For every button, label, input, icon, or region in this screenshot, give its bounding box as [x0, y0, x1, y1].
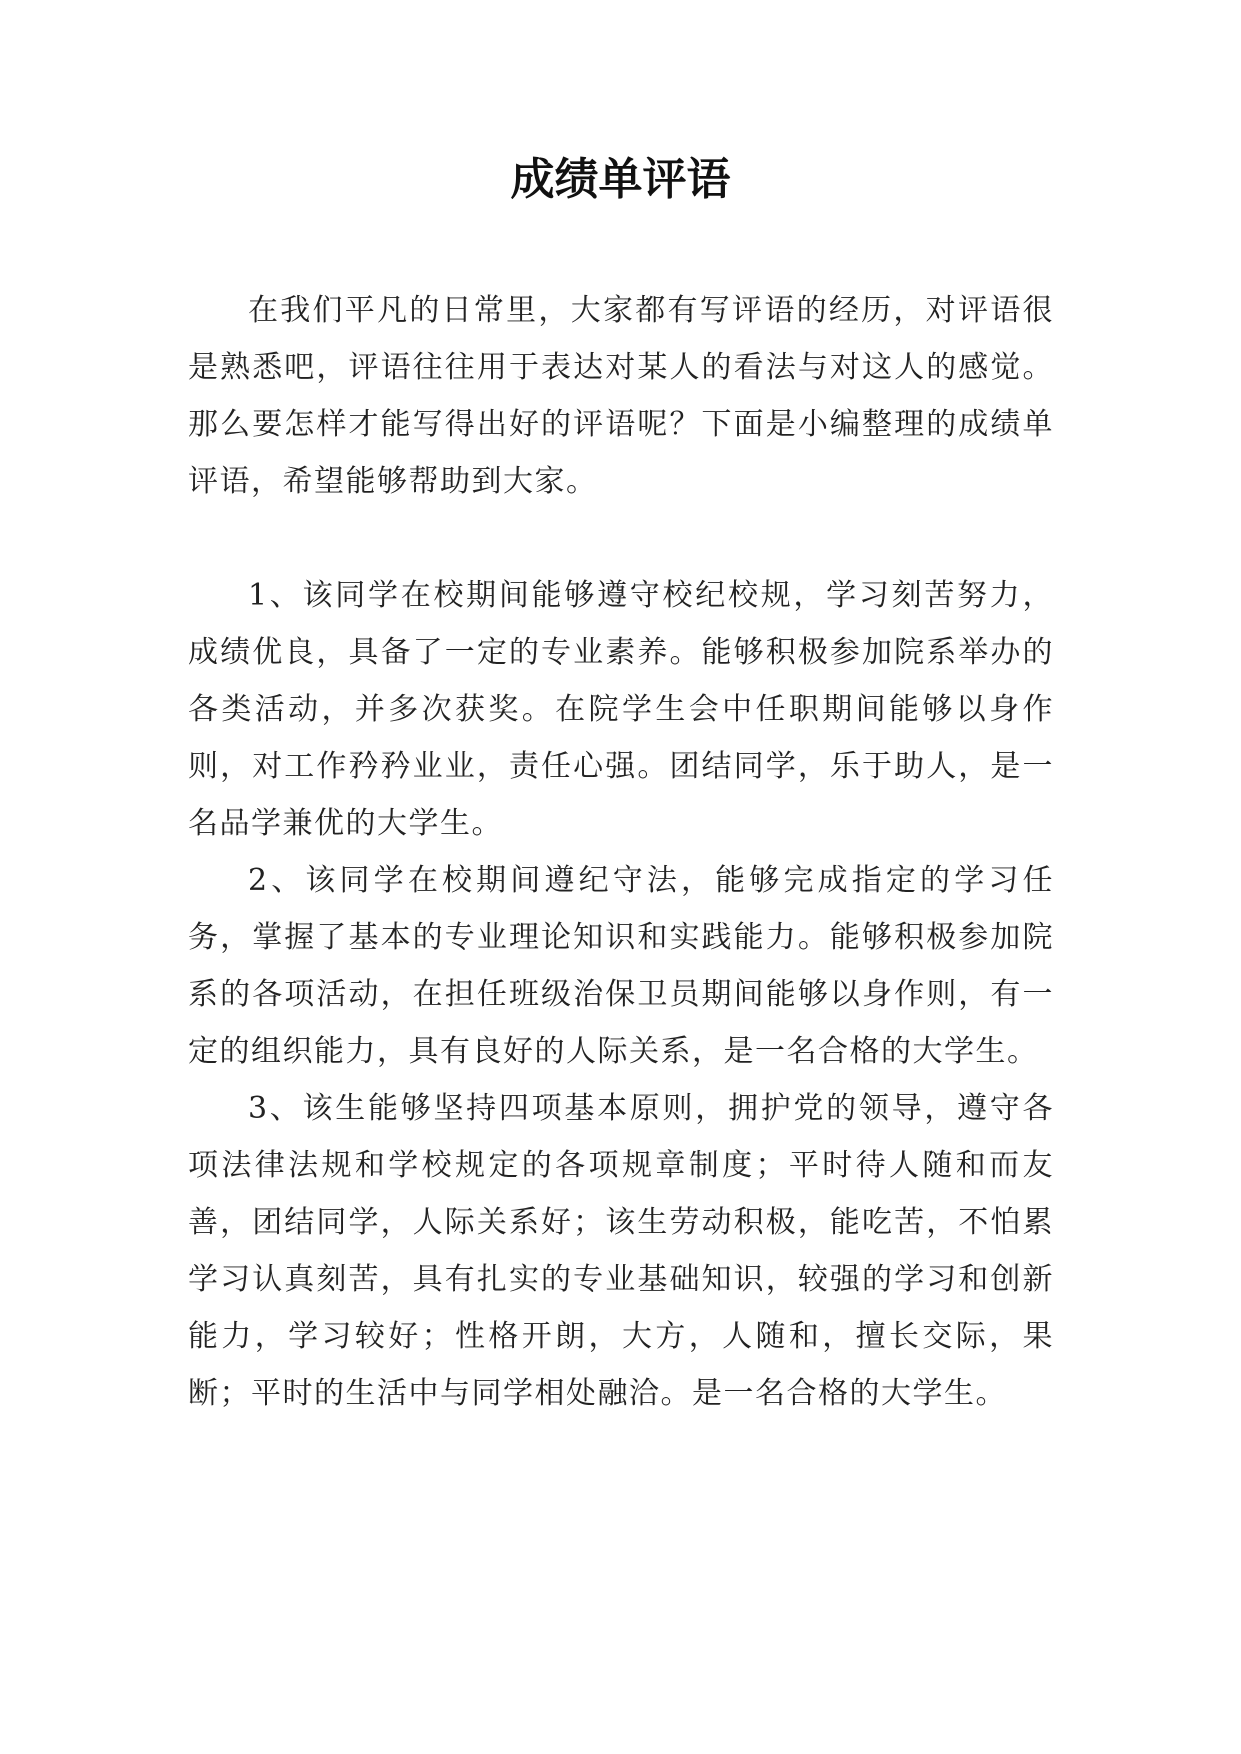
intro-paragraph: 在我们平凡的日常里，大家都有写评语的经历，对评语很是熟悉吧，评语往往用于表达对某人的看法与对这人的感觉。那么要怎样才能写得出好的评语呢？下面是小编整理的成绩单评语，希望能够帮助到大家。 [188, 293, 1054, 499]
document-body [188, 282, 1054, 1422]
document-title: 成绩单评语 [510, 154, 731, 205]
comment-paragraph-1: 1、该同学在校期间能够遵守校纪校规，学习刻苦努力，成绩优良，具备了一定的专业素养。能够积极参加院系举办的各类活动，并多次获奖。在院学生会中任职期间能够以身作则，对工作矜矜业业，责任心强。团结同学，乐于助人，是一名品学兼优的大学生。 [188, 578, 1054, 841]
comment-paragraph-2: 2、该同学在校期间遵纪守法，能够完成指定的学习任务，掌握了基本的专业理论知识和实践能力。能够积极参加院系的各项活动，在担任班级治保卫员期间能够以身作则，有一定的组织能力，具有良好的人际关系，是一名合格的大学生。 [188, 863, 1054, 1069]
comment-paragraph-3: 3、该生能够坚持四项基本原则，拥护党的领导，遵守各项法律法规和学校规定的各项规章制度；平时待人随和而友善，团结同学，人际关系好；该生劳动积极，能吃苦，不怕累学习认真刻苦，具有扎实的专业基础知识，较强的学习和创新能力，学习较好；性格开朗，大方，人随和，擅长交际，果断；平时的生活中与同学相处融洽。是一名合格的大学生。 [188, 1091, 1054, 1411]
